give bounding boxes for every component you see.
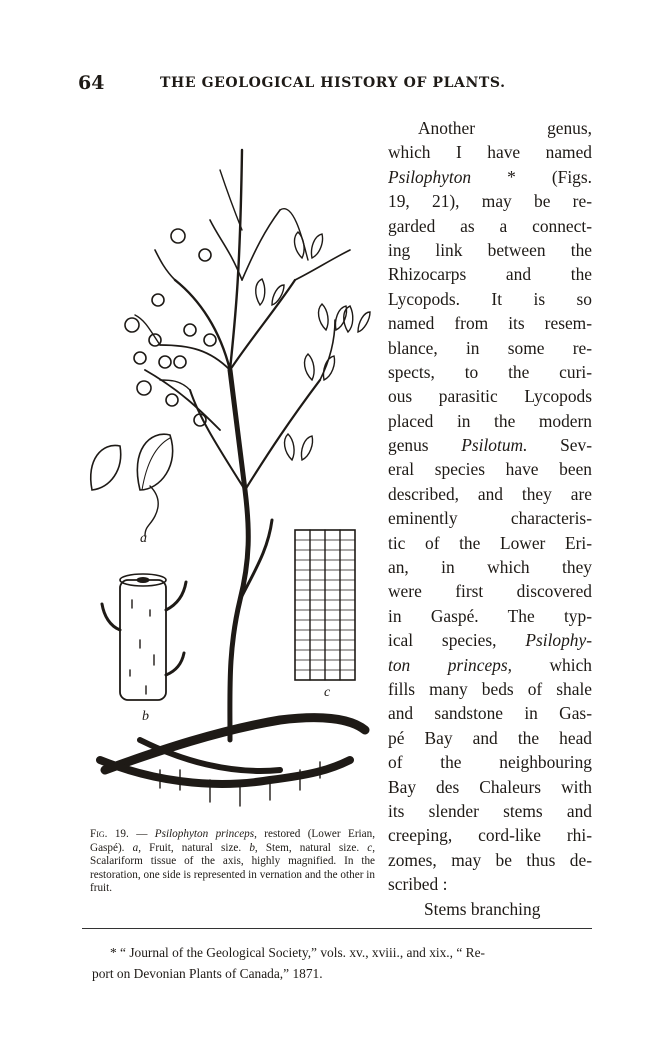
body-line: [388, 287, 592, 311]
body-text: [388, 116, 592, 921]
body-line-text: Another genus,: [418, 118, 592, 138]
body-line-text: were first discovered: [388, 581, 592, 602]
body-line-text: which I have named: [388, 142, 592, 163]
body-line: [388, 604, 592, 628]
body-line-text: in Gaspé. The typ-: [388, 605, 592, 626]
body-line: [388, 579, 592, 603]
caption-letter-a: a: [132, 841, 139, 854]
body-line: [388, 531, 592, 555]
caption-species-name: Psilophyton princeps: [154, 828, 255, 840]
body-line: [388, 653, 592, 677]
body-line-text: ton princeps,: [388, 654, 512, 675]
body-line: [388, 555, 592, 579]
body-line-text: which: [511, 654, 592, 675]
figure-caption: [90, 828, 375, 896]
body-line-text: garded as a connect-: [388, 215, 592, 236]
caption-text-1: , restored (Lower Erian, Gaspé).: [90, 828, 376, 854]
body-line: [388, 823, 592, 847]
body-line-text: creeping, cord-like rhi-: [388, 825, 592, 846]
body-line: [388, 897, 592, 921]
body-line: [388, 311, 592, 335]
body-line-text: ing link between the: [388, 239, 592, 260]
body-line-text: described, and they are: [388, 483, 592, 504]
body-line-text: Bay des Chaleurs with: [388, 776, 592, 797]
body-line-text: tic of the Lower Eri-: [388, 532, 592, 553]
body-line: [388, 701, 592, 725]
body-line: [388, 506, 592, 530]
body-line-text: Rhizocarps and the: [388, 264, 592, 285]
psilophyton-engraving: [80, 130, 380, 830]
body-line-text: * (Figs.: [471, 166, 592, 187]
body-line-text: placed in the modern: [388, 410, 592, 431]
body-line-text: eral species have been: [388, 459, 592, 480]
body-line: [388, 336, 592, 360]
body-line-text: ical species,: [388, 630, 526, 651]
body-line-text: Sev-: [527, 435, 592, 456]
body-line-text: Psilotum.: [461, 435, 528, 456]
body-line-text: eminently characteris-: [388, 508, 592, 529]
body-line-text: Stems branching: [424, 898, 541, 919]
psilophyton-illustration: [80, 130, 380, 830]
label-c: c: [324, 685, 331, 700]
body-line: [388, 165, 592, 189]
body-line: [388, 750, 592, 774]
footnote-rule: [82, 928, 592, 929]
body-line: [388, 262, 592, 286]
footnote: [92, 942, 592, 984]
caption-text-3: , Stem, natural size.: [254, 841, 368, 854]
body-line: [388, 482, 592, 506]
body-line-text: Psilophy-: [525, 630, 592, 651]
body-line: [388, 140, 592, 164]
caption-text-4: , Scalariform tissue of the axis, highly magnified. In the restoration, one side is represented in vernation and the other in fruit.: [90, 841, 376, 895]
body-line-text: named from its resem-: [388, 313, 592, 334]
page-header: [78, 72, 598, 96]
body-line: [388, 116, 592, 140]
caption-text-2: , Fruit, natural size.: [138, 841, 250, 854]
body-line: [388, 433, 592, 457]
body-line-text: Lycopods. It is so: [388, 288, 592, 309]
body-line: [388, 214, 592, 238]
body-line: [388, 628, 592, 652]
footnote-line-1: * “ Journal of the Geological Society,” vols. xv., xviii., and xix., “ Re-: [110, 945, 485, 960]
body-line-text: and sandstone in Gas-: [388, 703, 592, 724]
body-line: [388, 799, 592, 823]
body-line-text: Psilophyton: [388, 166, 472, 187]
body-line: [388, 384, 592, 408]
body-line: [388, 409, 592, 433]
body-line: [388, 457, 592, 481]
body-line-text: spects, to the curi-: [388, 361, 592, 382]
caption-letter-b: b: [249, 841, 255, 854]
body-line-text: zomes, may be thus de-: [388, 849, 592, 870]
body-line-text: ous parasitic Lycopods: [388, 386, 592, 407]
body-line: [388, 238, 592, 262]
body-line-text: its slender stems and: [388, 800, 592, 821]
caption-figure-number: Fig. 19.: [90, 828, 129, 840]
footnote-line-2: port on Devonian Plants of Canada,” 1871.: [92, 966, 323, 981]
body-line: [388, 677, 592, 701]
body-line-text: blance, in some re-: [388, 337, 592, 358]
body-line-text: fills many beds of shale: [388, 678, 592, 699]
body-line-text: genus: [388, 435, 462, 456]
running-head: THE GEOLOGICAL HISTORY OF PLANTS.: [160, 75, 506, 91]
body-line-text: an, in which they: [388, 557, 592, 578]
body-line: [388, 189, 592, 213]
label-a: a: [140, 531, 147, 546]
body-line: [388, 775, 592, 799]
body-line-text: of the neighbouring: [388, 752, 592, 773]
body-line-text: scribed :: [388, 874, 448, 895]
page-number: 64: [78, 72, 105, 94]
body-line-text: pé Bay and the head: [388, 727, 592, 748]
body-line: [388, 726, 592, 750]
caption-dash: —: [128, 828, 155, 840]
label-b: b: [142, 709, 149, 724]
caption-letter-c: c: [367, 841, 373, 854]
body-line-text: 19, 21), may be re-: [388, 191, 592, 212]
body-line: [388, 848, 592, 872]
body-line: [388, 360, 592, 384]
body-line: [388, 872, 592, 896]
